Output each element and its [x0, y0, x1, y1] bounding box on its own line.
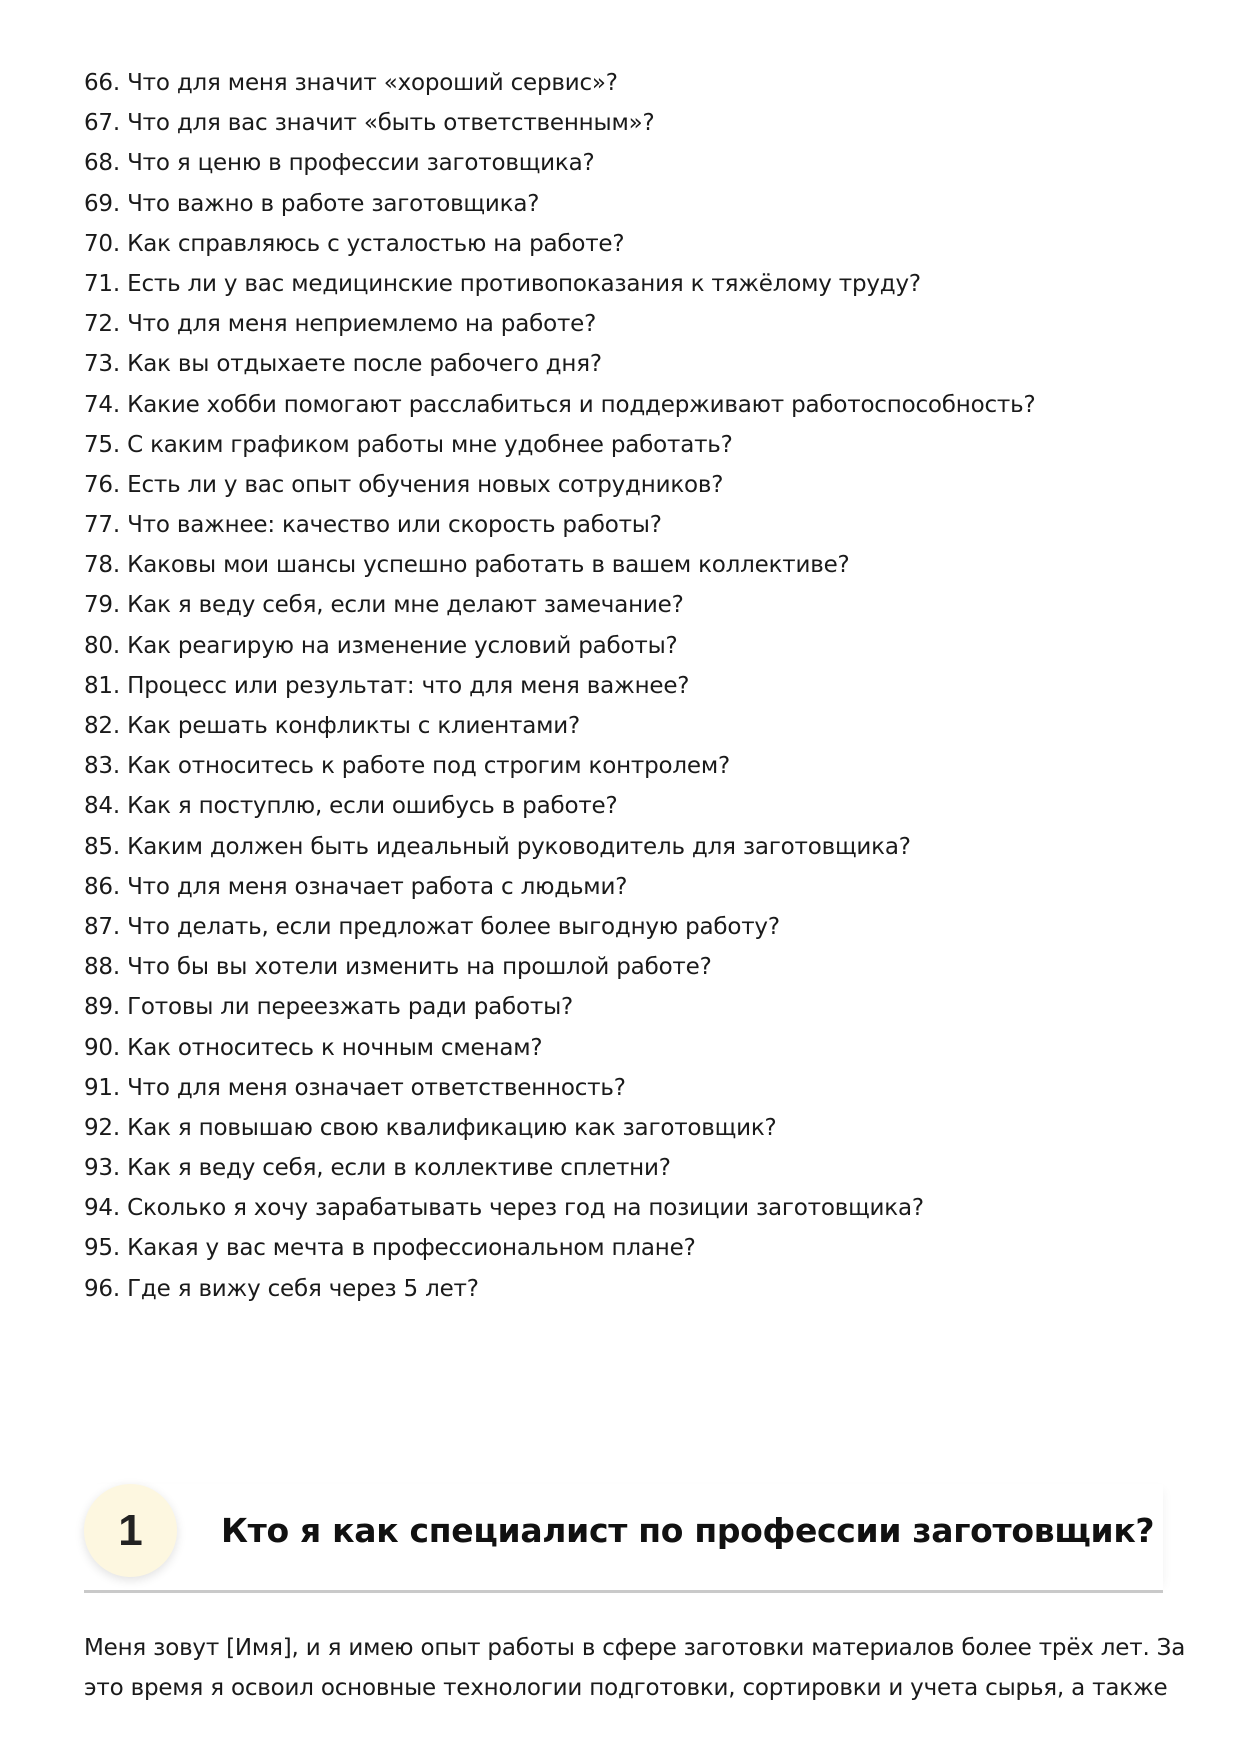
- section-header: [84, 1484, 1163, 1593]
- question-item: [84, 224, 1035, 264]
- question-number: 75.: [84, 431, 120, 458]
- question-item: [84, 585, 1035, 625]
- section-number-badge: 1: [84, 1484, 177, 1577]
- question-text: Как справляюсь с усталостью на работе?: [127, 230, 625, 257]
- question-text: Какая у вас мечта в профессиональном плане?: [127, 1235, 696, 1262]
- question-number: 84.: [84, 793, 120, 820]
- question-item: [84, 706, 1035, 746]
- question-text: Как я поступлю, если ошибусь в работе?: [127, 793, 618, 820]
- question-text: Каким должен быть идеальный руководитель для заготовщика?: [127, 833, 911, 860]
- question-text: Что для вас значит «быть ответственным»?: [127, 110, 655, 137]
- question-item: [84, 1148, 1035, 1188]
- question-item: [84, 385, 1035, 425]
- question-item: [84, 465, 1035, 505]
- question-text: Как я повышаю свою квалификацию как заготовщик?: [127, 1114, 777, 1141]
- question-item: [84, 184, 1035, 224]
- question-item: [84, 425, 1035, 465]
- question-item: [84, 1028, 1035, 1068]
- question-number: 94.: [84, 1195, 120, 1222]
- question-number: 78.: [84, 552, 120, 579]
- question-number: 79.: [84, 592, 120, 619]
- question-number: 92.: [84, 1114, 120, 1141]
- question-number: 90.: [84, 1034, 120, 1061]
- question-number: 70.: [84, 230, 120, 257]
- question-text: Что для меня неприемлемо на работе?: [127, 311, 597, 338]
- question-item: [84, 907, 1035, 947]
- question-text: Как я веду себя, если в коллективе сплетни?: [127, 1155, 671, 1182]
- question-text: Готовы ли переезжать ради работы?: [127, 994, 574, 1021]
- question-item: [84, 786, 1035, 826]
- question-item: [84, 1228, 1035, 1268]
- question-item: [84, 1108, 1035, 1148]
- question-text: Где я вижу себя через 5 лет?: [127, 1275, 479, 1302]
- question-item: [84, 827, 1035, 867]
- question-item: [84, 987, 1035, 1027]
- answer-line: Меня зовут [Имя], и я имею опыт работы в сфере заготовки материалов более трёх лет. За: [84, 1635, 1186, 1661]
- question-number: 67.: [84, 110, 120, 137]
- question-text: Как реагирую на изменение условий работы?: [127, 632, 678, 659]
- question-item: [84, 344, 1035, 384]
- question-item: [84, 1269, 1035, 1309]
- question-number: 83.: [84, 753, 120, 780]
- question-text: Что бы вы хотели изменить на прошлой работе?: [127, 954, 712, 981]
- question-item: [84, 505, 1035, 545]
- question-text: Есть ли у вас медицинские противопоказания к тяжёлому труду?: [127, 270, 921, 297]
- question-number: 71.: [84, 270, 120, 297]
- question-number: 88.: [84, 954, 120, 981]
- question-item: [84, 746, 1035, 786]
- question-number: 72.: [84, 311, 120, 338]
- question-number: 68.: [84, 150, 120, 177]
- question-text: Что важнее: качество или скорость работы?: [127, 512, 662, 539]
- question-number: 95.: [84, 1235, 120, 1262]
- question-number: 73.: [84, 351, 120, 378]
- question-item: [84, 103, 1035, 143]
- question-item: [84, 1188, 1035, 1228]
- question-number: 96.: [84, 1275, 120, 1302]
- question-text: Как вы отдыхаете после рабочего дня?: [127, 351, 602, 378]
- question-item: [84, 947, 1035, 987]
- question-text: Какие хобби помогают расслабиться и поддерживают работоспособность?: [127, 391, 1036, 418]
- question-text: Как относитесь к ночным сменам?: [127, 1034, 543, 1061]
- question-number: 77.: [84, 512, 120, 539]
- question-text: Каковы мои шансы успешно работать в вашем коллективе?: [127, 552, 850, 579]
- question-text: Что делать, если предложат более выгодную работу?: [127, 913, 780, 940]
- answer-line: это время я освоил основные технологии подготовки, сортировки и учета сырья, а также: [84, 1675, 1168, 1701]
- question-item: [84, 143, 1035, 183]
- question-item: [84, 63, 1035, 103]
- section-title: Кто я как специалист по профессии заготовщик?: [221, 1511, 1155, 1550]
- question-item: [84, 304, 1035, 344]
- question-number: 80.: [84, 632, 120, 659]
- question-number: 69.: [84, 190, 120, 217]
- question-text: Что для меня означает ответственность?: [127, 1074, 626, 1101]
- question-list: [84, 63, 1035, 1309]
- question-text: С каким графиком работы мне удобнее работать?: [127, 431, 733, 458]
- question-text: Как относитесь к работе под строгим контролем?: [127, 753, 730, 780]
- question-text: Что для меня значит «хороший сервис»?: [127, 70, 618, 96]
- question-item: [84, 867, 1035, 907]
- question-item: [84, 626, 1035, 666]
- question-item: [84, 1068, 1035, 1108]
- question-text: Как решать конфликты с клиентами?: [127, 713, 581, 739]
- question-text: Есть ли у вас опыт обучения новых сотрудников?: [127, 471, 724, 498]
- question-number: 85.: [84, 833, 120, 860]
- question-number: 87.: [84, 913, 120, 940]
- question-item: [84, 666, 1035, 706]
- question-number: 86.: [84, 873, 120, 900]
- question-number: 81.: [84, 672, 120, 699]
- question-item: [84, 264, 1035, 304]
- question-text: Процесс или результат: что для меня важнее?: [127, 672, 690, 699]
- question-number: 93.: [84, 1155, 120, 1182]
- question-number: 74.: [84, 391, 120, 418]
- question-number: 91.: [84, 1074, 120, 1101]
- question-text: Что я ценю в профессии заготовщика?: [127, 150, 595, 177]
- question-text: Как я веду себя, если мне делают замечание?: [127, 592, 684, 619]
- question-text: Сколько я хочу зарабатывать через год на позиции заготовщика?: [127, 1195, 924, 1222]
- question-item: [84, 545, 1035, 585]
- question-number: 89.: [84, 994, 120, 1021]
- question-text: Что для меня означает работа с людьми?: [127, 873, 628, 900]
- answer-paragraph: [84, 1628, 1186, 1708]
- question-number: 66.: [84, 70, 120, 96]
- question-number: 76.: [84, 471, 120, 498]
- question-text: Что важно в работе заготовщика?: [127, 190, 540, 217]
- question-number: 82.: [84, 713, 120, 739]
